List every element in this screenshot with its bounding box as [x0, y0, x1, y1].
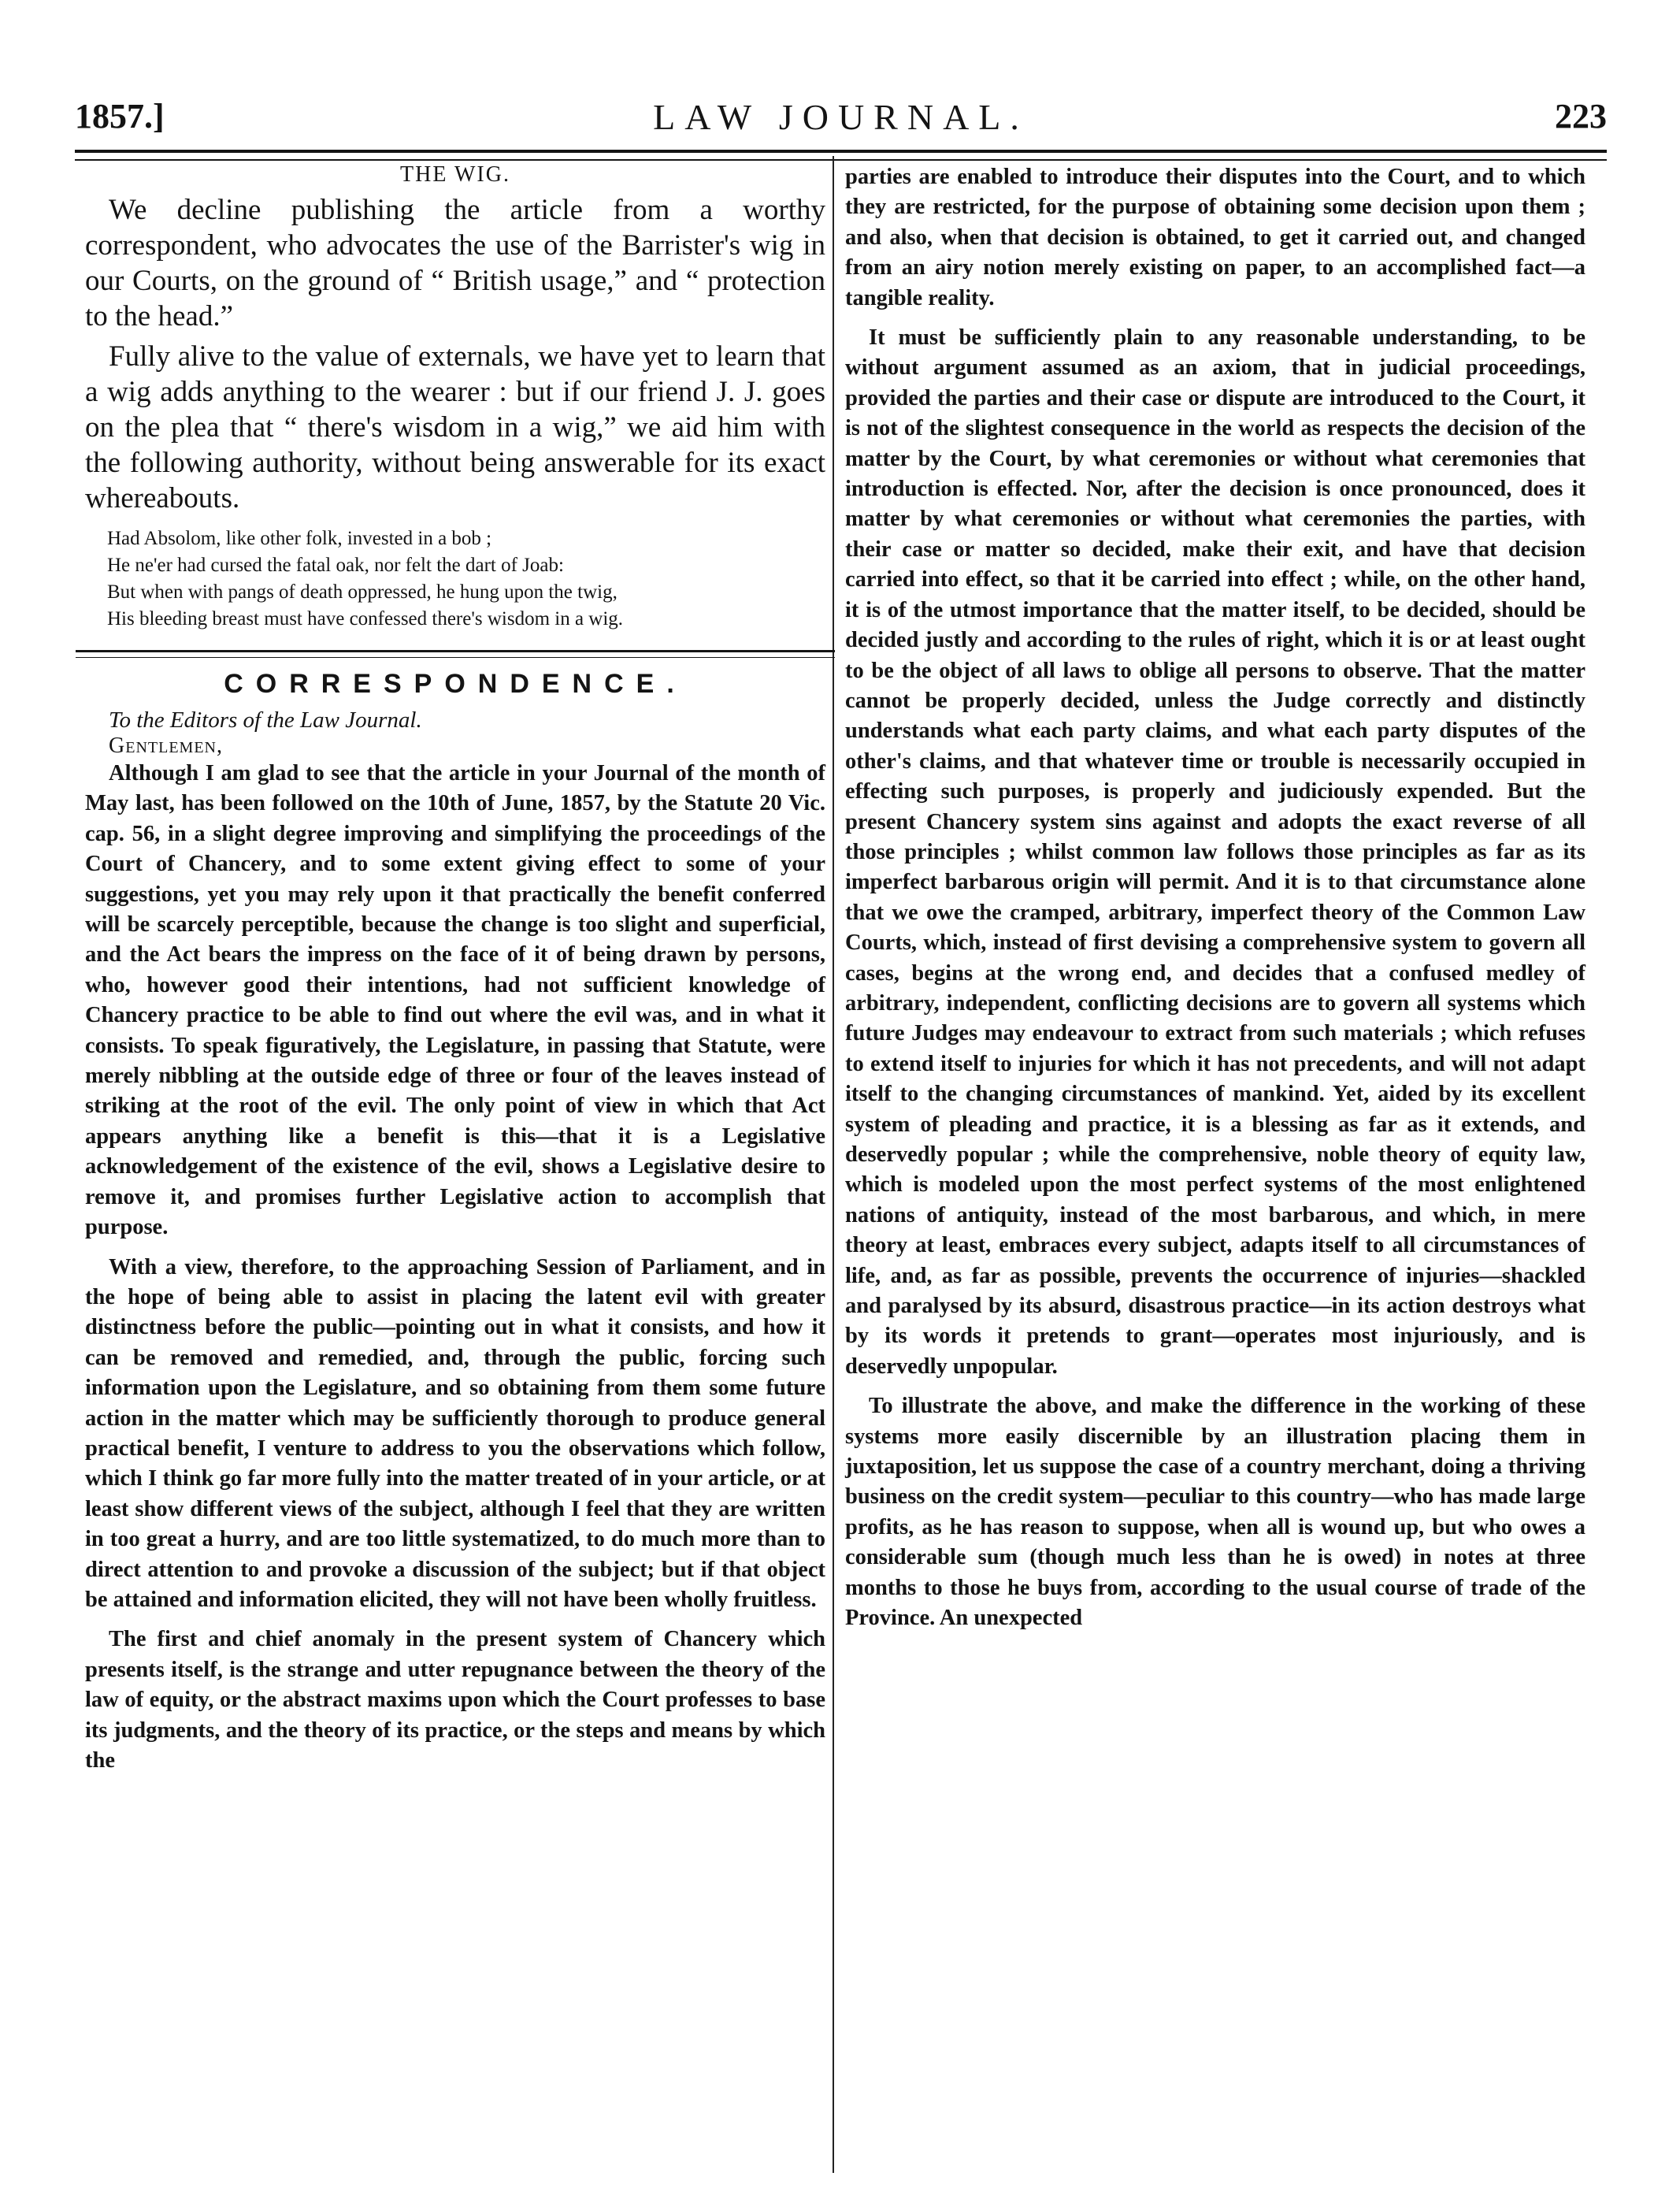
letter-paragraph-1: Although I am glad to see that the article in your Journal of the month of May last, has been followed on the 10th of June, 1857, by the Statute 20 Vic. cap. 56, in a slight degree improving and simplifying the proceedings of the Court of Chancery, and to some extent giving effect to some of your suggestions, yet you may rely upon it that practically the benefit conferred will be scarcely perceptible, because the change is too slight and superficial, and the Act bears the impress on the face of it of being drawn by persons, who, however good their intentions, had not sufficient knowledge of Chancery practice to be able to find out where the evil was, and in what it consists. To speak figuratively, the Legislature, in passing that Statute, were merely nibbling at the outside edge of three or four of the leaves instead of striking at the root of the evil. The only point of view in which that Act appears anything like a benefit is this—that it is a Legislative acknowledgement of the existence of the evil, shows a Legislative desire to remove it, and promises further Legislative action to accomplish that purpose. — [85, 761, 825, 1240]
letter-paragraph-2: With a view, therefore, to the approaching Session of Parliament, and in the hope of being able to assist in placing the latent evil with greater distinctness before the public—pointing out in what it consists, and how it can be removed and remedied, and, through the public, forcing such information upon the Legislature, and so obtaining from them some future action in the matter which may be sufficiently thorough to produce general practical benefit, I venture to address to you the observations which follow, which I think go far more fully into the matter treated of in your article, or at least show different views of the subject, although I feel that they are written in too great a hurry, and are too little systematized, to do much more than to direct attention to and provoke a discussion of the subject; but if that object be attained and information elicited, they will not have been wholly fruitless. — [85, 1254, 825, 1612]
poem-line: He ne'er had cursed the fatal oak, nor felt the dart of Joab: — [107, 555, 564, 576]
column-divider — [833, 156, 834, 2173]
poem-line: His bleeding breast must have confessed there's wisdom in a wig. — [107, 608, 624, 629]
wig-poem — [107, 526, 825, 633]
correspondence-heading: CORRESPONDENCE. — [224, 669, 687, 699]
left-column — [85, 162, 825, 1785]
poem-line: But when with pangs of death oppressed, he hung upon the twig, — [107, 581, 617, 603]
right-column — [845, 162, 1585, 1643]
letter-paragraph-4: It must be sufficiently plain to any reasonable understanding, to be without argument assumed as an axiom, that in judicial proceedings, provided the parties and their case or dispute are introduced to the Court, it is not of the slightest consequence in the world as respects the decision of the matter by the Court, by what ceremonies or without what ceremonies that introduction is effected. Nor, after the decision is once pronounced, does it matter by what ceremonies or without what ceremonies the parties, with their case or matter so decided, make their exit, and have that decision carried into effect, so that it be carried into effect ; while, on the other hand, it is of the utmost importance that the matter itself, to be decided, should be decided justly and according to the rules of right, which it is or at least ought to be the object of all laws to oblige all persons to observe. That the matter cannot be properly decided, unless the Judge correctly and distinctly understands what each party claims, and what each party disputes of the other's claims, and that whatever time or trouble is necessarily occupied in effecting such purposes, is properly and judiciously expended. But the present Chancery system sins against and adopts the exact reverse of all those principles ; whilst common law follows those principles as far as its imperfect barbarous origin will permit. And it is to that circumstance alone that we owe the cramped, arbitrary, imperfect theory of the Common Law Courts, which, instead of first devising a comprehensive system to govern all cases, begins at the wrong end, and decides that a confused medley of arbitrary, independent, conflicting decisions are to govern all systems which future Judges may endeavour to extract from such materials ; which refuses to extend itself to injuries for which it has not precedents, and will not adapt itself to the changing circumstances of mankind. Yet, aided by its excellent system of pleading and practice, it is a blessing as far as it extends, and deservedly popular ; while the comprehensive, noble theory of equity law, which is modeled upon the most perfect systems of the most enlightened nations of antiquity, instead of the most barbarous, and which, in mere theory at least, embraces every subject, adapts itself to all circumstances of life, and, as far as possible, prevents the occurrence of injuries—shackled and paralysed by its absurd, disastrous practice—in its action destroys what by its words it pretends to grant—operates most injuriously, and is deservedly unpopular. — [845, 325, 1585, 1379]
wig-paragraph-2: Fully alive to the value of externals, we have yet to learn that a wig adds anything to the wearer : but if our friend J. J. goes on the plea that “ there's wisdom in a wig,” we aid him with the following authority, without being answerable for its exact whereabouts. — [85, 340, 825, 514]
section-rule — [76, 650, 835, 658]
page-number: 223 — [1555, 97, 1607, 136]
letter-paragraph-continued: parties are enabled to introduce their disputes into the Court, and to which they are restricted, for the purpose of obtaining some decision upon them ; and also, when that decision is obtained, to get it carried out, and changed from an airy notion merely existing on paper, to an accomplished fact—a tangible reality. — [845, 165, 1585, 310]
journal-title: LAW JOURNAL. — [653, 97, 1029, 137]
letter-address: To the Editors of the Law Journal. — [109, 707, 422, 733]
header-rule — [75, 150, 1607, 161]
wig-article-title: THE WIG. — [400, 162, 510, 187]
letter-paragraph-5: To illustrate the above, and make the difference in the working of these systems more easily discernible by an illustration placing them in juxtaposition, let us suppose the case of a country merchant, doing a thriving business on the credit system—peculiar to this country—who has made large profits, as he has reason to suppose, when all is wound up, but who owes a considerable sum (though much less than he is owed) in notes at three months to those he buys from, according to the usual course of trade of the Province. An unexpected — [845, 1394, 1585, 1631]
running-header — [75, 96, 1607, 143]
letter-paragraph-3: The first and chief anomaly in the present system of Chancery which presents itself, is the strange and utter repugnance between the theory of the law of equity, or the abstract maxims upon which the Court professes to base its judgments, and the theory of its practice, or the steps and means by which the — [85, 1627, 825, 1773]
wig-paragraph-1: We decline publishing the article from a worthy correspondent, who advocates the use of the Barrister's wig in our Courts, on the ground of “ British usage,” and “ protection to the head.” — [85, 194, 825, 332]
header-year: 1857.] — [75, 97, 165, 136]
letter-salutation: Gentlemen, — [109, 733, 223, 758]
poem-line: Had Absolom, like other folk, invested in a bob ; — [107, 528, 492, 549]
